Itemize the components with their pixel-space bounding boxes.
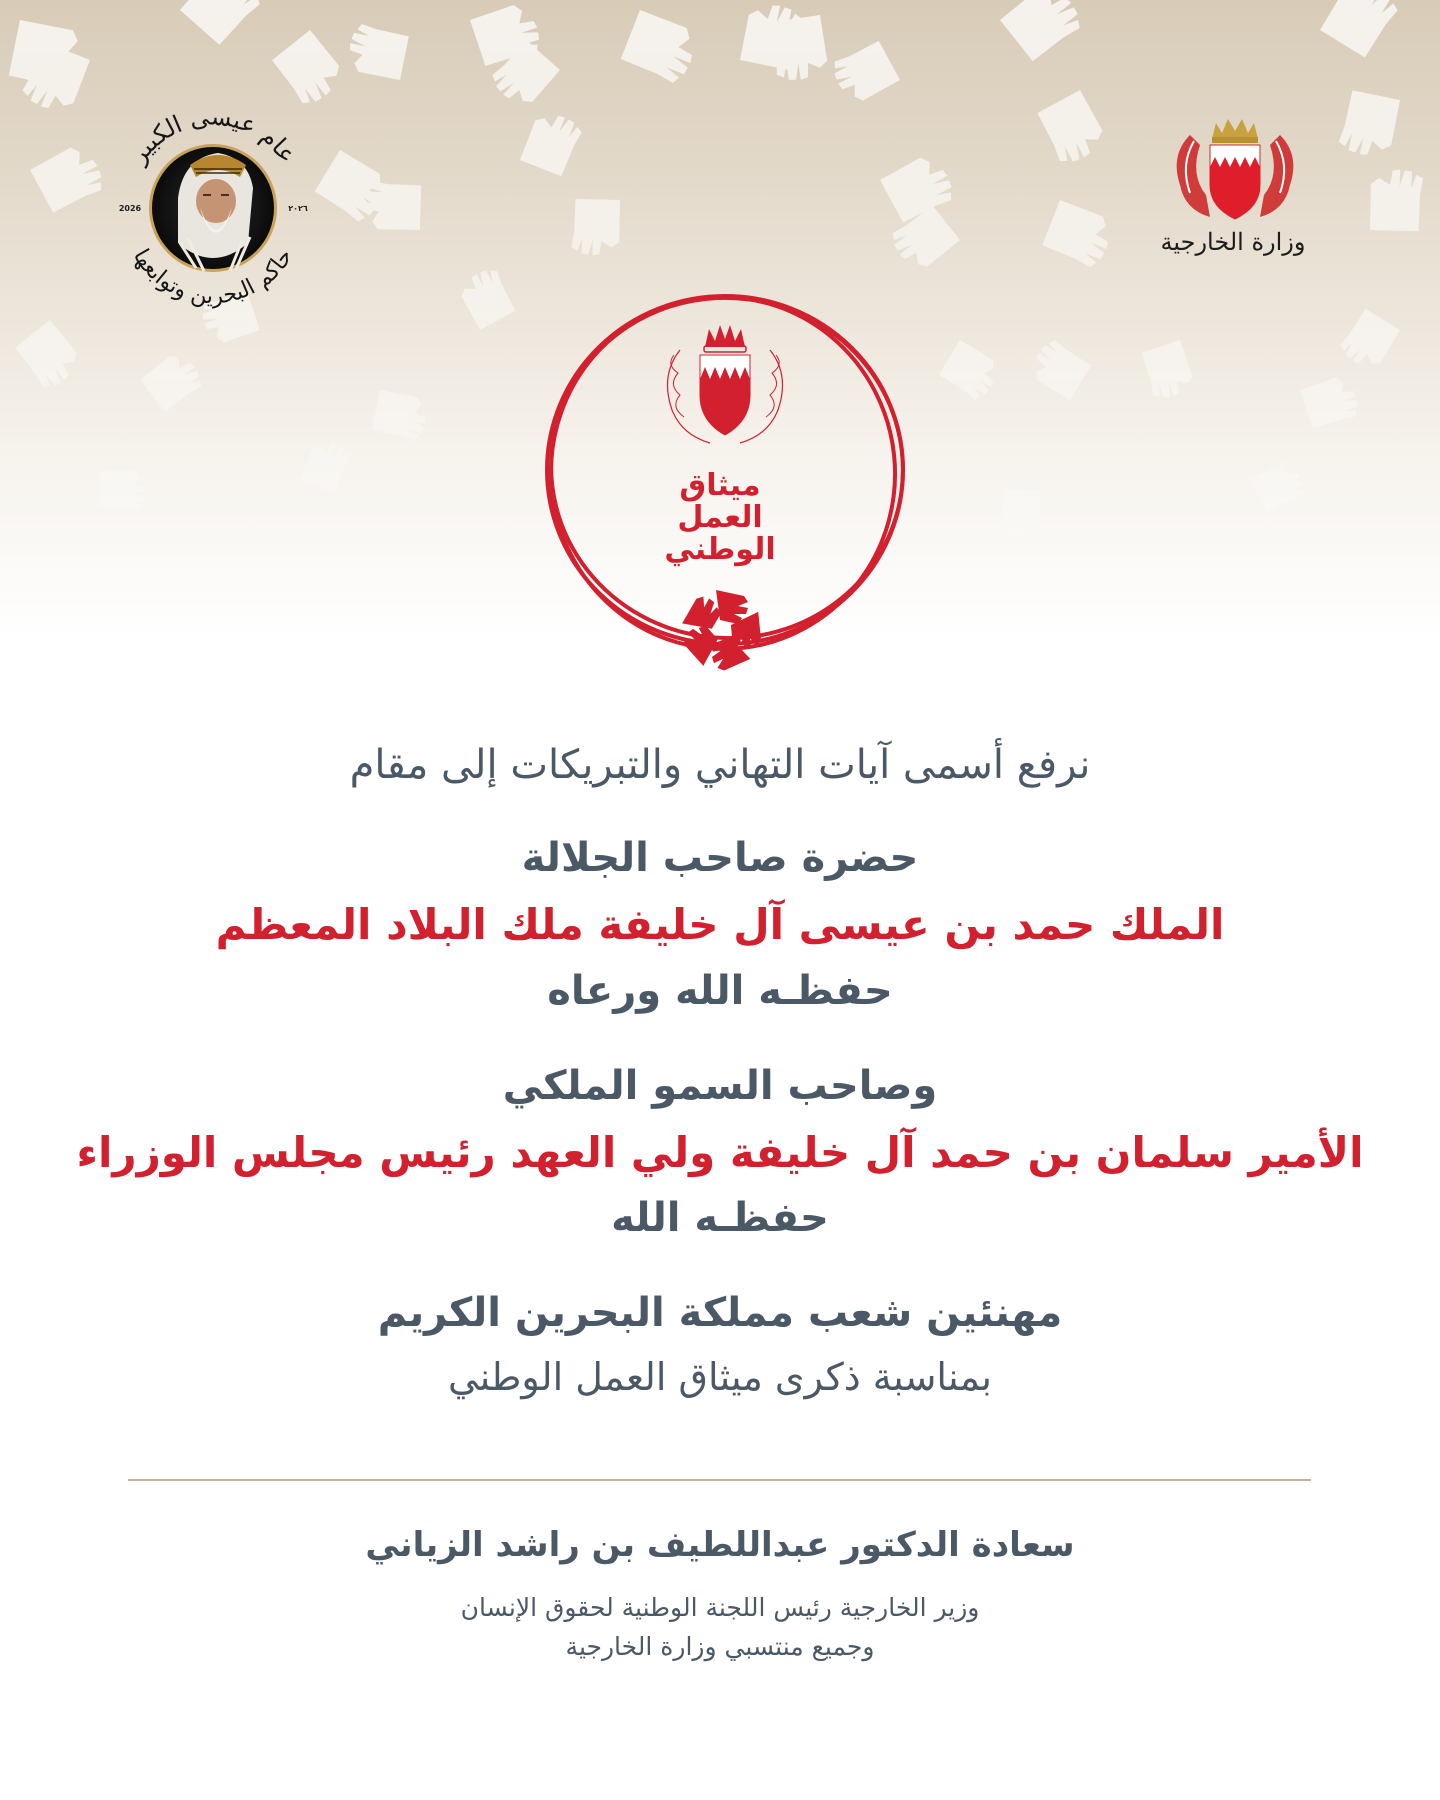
- signatory-role: وزير الخارجية رئيس اللجنة الوطنية لحقوق الإنسان: [460, 1593, 980, 1622]
- signatory-staff: وجميع منتسبي وزارة الخارجية: [565, 1632, 875, 1661]
- svg-text:2026: 2026: [118, 204, 142, 213]
- crown-prince-name: الأمير سلمان بن حمد آل خليفة ولي العهد رئيس مجلس الوزراء: [76, 1128, 1364, 1177]
- occasion-line: بمناسبة ذكرى ميثاق العمل الوطني: [447, 1355, 993, 1399]
- king-blessing: حفظـه الله ورعاه: [547, 968, 893, 1014]
- svg-text:حاكم البحرين وتوابعها: حاكم البحرين وتوابعها: [127, 244, 299, 310]
- emblem-title-line-3: الوطني: [664, 532, 776, 567]
- bahrain-coat-of-arms-icon: [1150, 115, 1320, 225]
- crown-prince-title: وصاحب السمو الملكي: [502, 1063, 938, 1109]
- emblem-title-line-2: العمل: [677, 500, 763, 535]
- svg-text:عام عيسى الكبير: عام عيسى الكبير: [124, 103, 302, 169]
- svg-text:٢٠٢٦: ٢٠٢٦: [288, 204, 308, 213]
- king-title: حضرة صاحب الجلالة: [521, 835, 919, 881]
- congrats-line: مهنئين شعب مملكة البحرين الكريم: [377, 1290, 1063, 1336]
- emblem-title-line-1: ميثاق: [679, 468, 761, 503]
- signatory-name: سعادة الدكتور عبداللطيف بن راشد الزياني: [365, 1525, 1075, 1565]
- emblem-title: [630, 470, 810, 566]
- ministry-name: وزارة الخارجية: [1160, 228, 1306, 256]
- intro-line: نرفع أسمى آيات التهاني والتبريكات إلى مقام: [349, 742, 1091, 788]
- portrait-seal-logo: [108, 103, 318, 313]
- portrait-seal-icon: [108, 103, 318, 313]
- divider: [128, 1479, 1311, 1481]
- crown-prince-blessing: حفظـه الله: [611, 1195, 829, 1241]
- king-name: الملك حمد بن عيسى آل خليفة ملك البلاد المعظم: [215, 900, 1225, 949]
